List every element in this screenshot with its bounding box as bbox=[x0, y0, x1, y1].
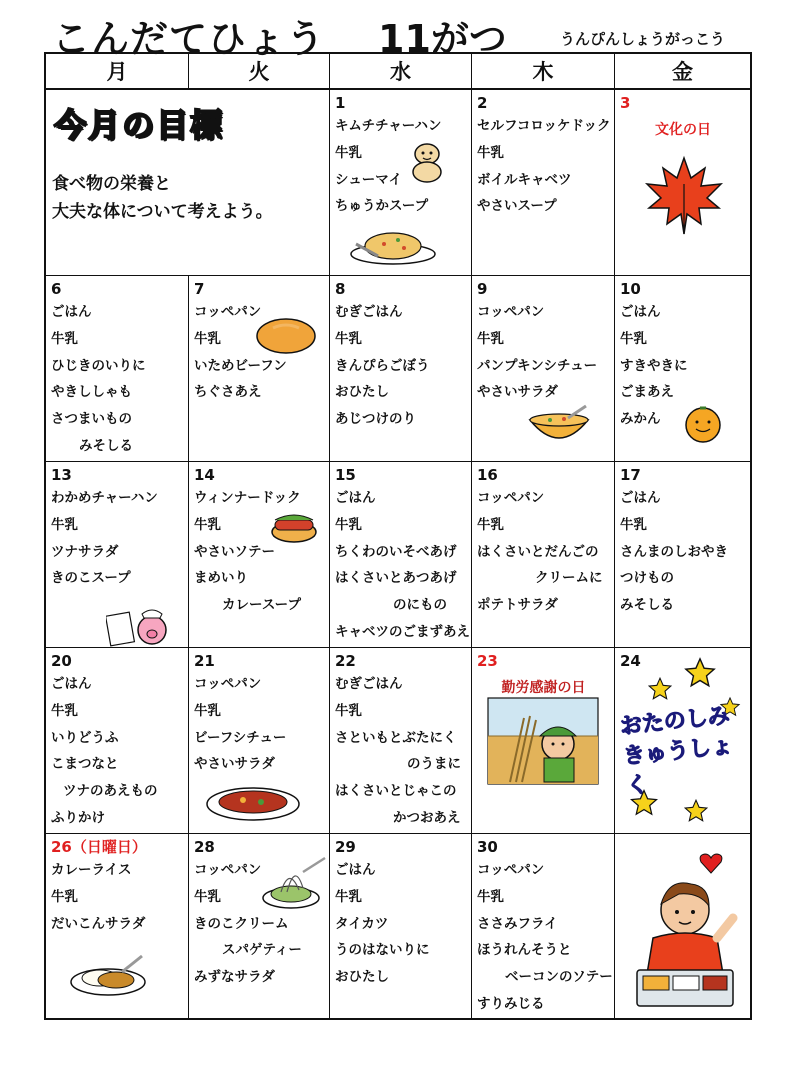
hot-dog-illustration bbox=[269, 506, 319, 546]
farmer-harvest-illustration bbox=[486, 696, 600, 786]
month-label: 11がつ bbox=[378, 17, 507, 61]
monthly-goal-cell bbox=[46, 90, 330, 276]
menu-item: みそしる bbox=[620, 597, 674, 614]
day-cell-26 bbox=[46, 834, 189, 1018]
menu-item: ツナサラダ bbox=[51, 543, 119, 560]
menu-item: カレースープ bbox=[222, 597, 301, 614]
menu-item: タイカツ bbox=[335, 915, 389, 932]
menu-item: みそしる bbox=[79, 437, 133, 454]
day-cell-15 bbox=[330, 462, 472, 648]
menu-item: すきやきに bbox=[620, 357, 688, 374]
weekday-fri: 金 bbox=[615, 54, 750, 90]
date-label: 14 bbox=[194, 466, 215, 484]
holiday-label: 文化の日 bbox=[655, 122, 711, 138]
child-eating-illustration bbox=[629, 874, 739, 1010]
menu-item: パンプキンシチュー bbox=[477, 357, 598, 374]
date-label: 28 bbox=[194, 838, 215, 856]
holiday-label: 勤労感謝の日 bbox=[501, 680, 586, 696]
menu-item: おひたし bbox=[335, 969, 389, 986]
menu-item: きんぴらごぼう bbox=[335, 357, 430, 374]
menu-item: いためビーフン bbox=[194, 357, 287, 374]
date-label: 1 bbox=[335, 94, 346, 112]
menu-item: ごはん bbox=[51, 676, 92, 692]
day-cell-30 bbox=[472, 834, 615, 1018]
menu-item: のうまに bbox=[407, 756, 461, 773]
menu-item: 牛乳 bbox=[620, 330, 647, 347]
bread-roll-illustration bbox=[255, 316, 317, 356]
special-lunch-line: おたのしみ bbox=[618, 703, 731, 740]
fried-rice-illustration bbox=[348, 226, 438, 266]
date-label: 16 bbox=[477, 466, 498, 484]
menu-item: うのはないりに bbox=[335, 942, 430, 959]
day-cell-20 bbox=[46, 648, 189, 834]
dumpling-character-illustration bbox=[408, 140, 446, 184]
menu-calendar bbox=[44, 52, 752, 1020]
menu-item: ウィンナードック bbox=[194, 490, 301, 506]
menu-item: ごはん bbox=[620, 304, 661, 320]
day-cell-2 bbox=[472, 90, 615, 276]
star-icon bbox=[647, 676, 673, 702]
date-label: 24 bbox=[620, 652, 641, 670]
day-cell-8 bbox=[330, 276, 472, 462]
menu-item: のにもの bbox=[393, 597, 447, 614]
menu-item: 牛乳 bbox=[194, 330, 221, 347]
weekday-mon: 月 bbox=[46, 54, 189, 90]
day-cell-7 bbox=[189, 276, 330, 462]
day-cell-6 bbox=[46, 276, 189, 462]
menu-item: コッペパン bbox=[477, 304, 545, 320]
menu-item: さつまいもの bbox=[51, 411, 132, 428]
menu-item: ひじきのいりに bbox=[51, 357, 146, 374]
spaghetti-illustration bbox=[259, 856, 329, 912]
date-label: 2 bbox=[477, 94, 488, 112]
menu-item: きのこスープ bbox=[51, 570, 131, 587]
date-label: 30 bbox=[477, 838, 498, 856]
menu-item: やさいソテー bbox=[194, 543, 275, 560]
menu-item: 牛乳 bbox=[335, 702, 362, 719]
menu-item: いりどうふ bbox=[51, 729, 119, 746]
menu-item: だいこんサラダ bbox=[51, 915, 146, 932]
menu-item: わかめチャーハン bbox=[51, 490, 158, 506]
menu-item: やさいサラダ bbox=[477, 384, 558, 401]
menu-item: むぎごはん bbox=[335, 304, 403, 320]
day-cell-3 bbox=[615, 90, 750, 276]
date-label: 8 bbox=[335, 280, 346, 298]
menu-item: ごはん bbox=[335, 862, 376, 878]
menu-item: ふりかけ bbox=[51, 809, 105, 826]
day-cell-10 bbox=[615, 276, 750, 462]
soup-bowl-illustration bbox=[524, 404, 594, 452]
menu-item: ビーフシチュー bbox=[194, 729, 287, 746]
date-label: 15 bbox=[335, 466, 356, 484]
menu-item: ごはん bbox=[620, 490, 661, 506]
goal-line: 食べ物の栄養と bbox=[52, 174, 171, 194]
menu-item: ちぐさあえ bbox=[194, 384, 262, 401]
menu-item: キムチチャーハン bbox=[335, 118, 442, 134]
menu-item: コッペパン bbox=[194, 862, 262, 878]
school-name: うんぴんしょうがっこう bbox=[560, 30, 726, 48]
menu-item: セルフコロッケドック bbox=[477, 118, 611, 134]
menu-item: やきししゃも bbox=[51, 384, 132, 401]
menu-item: やさいスープ bbox=[477, 198, 557, 215]
day-cell-21 bbox=[189, 648, 330, 834]
date-label: 20 bbox=[51, 652, 72, 670]
menu-item: やさいサラダ bbox=[194, 756, 275, 773]
date-label: 17 bbox=[620, 466, 641, 484]
menu-item: ちゅうかスープ bbox=[335, 198, 429, 215]
menu-item: みかん bbox=[620, 411, 661, 428]
menu-item: 牛乳 bbox=[477, 330, 504, 347]
menu-item: 牛乳 bbox=[51, 702, 78, 719]
maple-leaf-illustration bbox=[641, 154, 727, 238]
menu-item: ささみフライ bbox=[477, 915, 558, 932]
mandarin-orange-illustration bbox=[683, 404, 723, 444]
special-lunch-line: きゅうしょく bbox=[621, 733, 735, 800]
menu-item: かつおあえ bbox=[393, 809, 461, 826]
day-cell-24 bbox=[615, 648, 750, 834]
date-label: 13 bbox=[51, 466, 72, 484]
menu-item: 牛乳 bbox=[335, 516, 362, 533]
day-cell-14 bbox=[189, 462, 330, 648]
menu-item: ツナのあえもの bbox=[63, 783, 158, 800]
day-cell-9 bbox=[472, 276, 615, 462]
date-label: 6 bbox=[51, 280, 62, 298]
menu-item: 牛乳 bbox=[620, 516, 647, 533]
menu-item: きのこクリーム bbox=[194, 915, 289, 932]
menu-item: さんまのしおやき bbox=[620, 543, 728, 560]
menu-item: 牛乳 bbox=[194, 888, 221, 905]
menu-item: はくさいとあつあげ bbox=[335, 570, 457, 587]
menu-item: まめいり bbox=[194, 570, 248, 587]
menu-item: コッペパン bbox=[477, 490, 545, 506]
curry-rice-illustration bbox=[68, 952, 148, 998]
date-label: 26（日曜日） bbox=[51, 838, 147, 856]
menu-item: はくさいとだんごの bbox=[477, 543, 599, 560]
menu-item: つけもの bbox=[620, 570, 674, 587]
day-cell-17 bbox=[615, 462, 750, 648]
menu-item: おひたし bbox=[335, 384, 389, 401]
menu-item: 牛乳 bbox=[477, 144, 504, 161]
menu-item: 牛乳 bbox=[51, 888, 78, 905]
menu-item: ボイルキャベツ bbox=[477, 171, 572, 188]
stew-plate-illustration bbox=[203, 780, 303, 824]
star-icon bbox=[683, 656, 717, 690]
menu-item: 牛乳 bbox=[194, 702, 221, 719]
day-cell-22 bbox=[330, 648, 472, 834]
day-cell-16 bbox=[472, 462, 615, 648]
date-label: 29 bbox=[335, 838, 356, 856]
day-cell-23 bbox=[472, 648, 615, 834]
menu-item: ちくわのいそべあげ bbox=[335, 543, 457, 560]
day-cell-13 bbox=[46, 462, 189, 648]
menu-item: あじつけのり bbox=[335, 411, 416, 428]
menu-item: ほうれんそうと bbox=[477, 942, 572, 959]
menu-item: 牛乳 bbox=[477, 516, 504, 533]
menu-item: キャベツのごまずあえ bbox=[335, 623, 470, 640]
menu-item: ごまあえ bbox=[620, 384, 674, 401]
star-icon bbox=[683, 798, 709, 824]
menu-item: コッペパン bbox=[477, 862, 545, 878]
date-label: 10 bbox=[620, 280, 641, 298]
star-icon bbox=[629, 788, 659, 818]
menu-item: こまつなと bbox=[51, 756, 119, 773]
heart-icon bbox=[699, 852, 723, 874]
empty-cell-with-child-illustration bbox=[615, 834, 750, 1018]
weekday-tue: 火 bbox=[189, 54, 330, 90]
menu-item: さといもとぶたにく bbox=[335, 729, 457, 746]
menu-item: 牛乳 bbox=[51, 330, 78, 347]
menu-item: すりみじる bbox=[477, 995, 545, 1012]
menu-item: シューマイ bbox=[335, 171, 402, 188]
menu-item: ベーコンのソテー bbox=[505, 969, 613, 986]
goal-text bbox=[52, 170, 273, 226]
menu-item: 牛乳 bbox=[51, 516, 78, 533]
date-label: 9 bbox=[477, 280, 488, 298]
date-label: 22 bbox=[335, 652, 356, 670]
menu-item: むぎごはん bbox=[335, 676, 403, 692]
menu-item: ごはん bbox=[335, 490, 376, 506]
special-lunch-text bbox=[619, 700, 750, 803]
menu-item: 牛乳 bbox=[335, 330, 362, 347]
day-cell-28 bbox=[189, 834, 330, 1018]
pig-chef-illustration bbox=[106, 606, 176, 648]
date-label: 7 bbox=[194, 280, 205, 298]
goal-title: 今月の目標 bbox=[54, 106, 225, 144]
goal-line: 大夫な体について考えよう。 bbox=[52, 202, 273, 222]
date-label: 23 bbox=[477, 652, 498, 670]
weekday-wed: 水 bbox=[330, 54, 472, 90]
day-cell-29 bbox=[330, 834, 472, 1018]
menu-item: コッペパン bbox=[194, 676, 262, 692]
menu-item: 牛乳 bbox=[335, 144, 362, 161]
day-cell-1 bbox=[330, 90, 472, 276]
menu-item: クリームに bbox=[535, 570, 603, 587]
menu-item: 牛乳 bbox=[477, 888, 504, 905]
weekday-thu: 木 bbox=[472, 54, 615, 90]
menu-item: カレーライス bbox=[51, 862, 132, 878]
page-title: こんだてひょう bbox=[52, 17, 326, 61]
date-label: 3 bbox=[620, 94, 631, 112]
menu-item: 牛乳 bbox=[335, 888, 362, 905]
menu-item: はくさいとじゃこの bbox=[335, 783, 457, 800]
menu-item: コッペパン bbox=[194, 304, 262, 320]
menu-item: みずなサラダ bbox=[194, 969, 275, 986]
menu-item: ごはん bbox=[51, 304, 92, 320]
menu-item: スパゲティー bbox=[222, 942, 302, 959]
date-label: 21 bbox=[194, 652, 215, 670]
menu-item: ポテトサラダ bbox=[477, 597, 558, 614]
menu-item: 牛乳 bbox=[194, 516, 221, 533]
